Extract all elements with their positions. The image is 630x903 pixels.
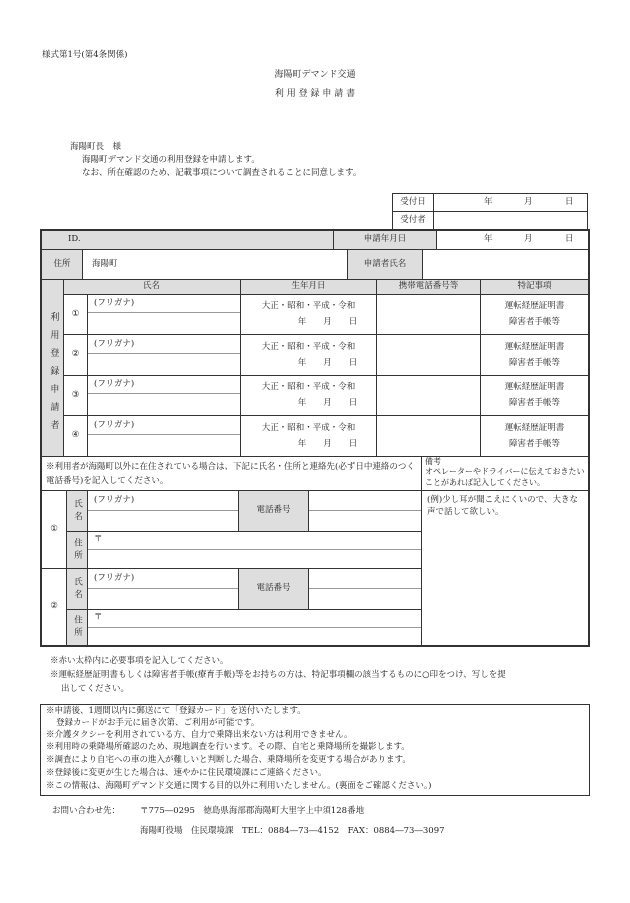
contact-address-label: 住所 (72, 537, 83, 563)
col-special-header: 特記事項 (517, 281, 552, 292)
birth-era: 大正・昭和・平成・令和 (261, 423, 356, 433)
contact-number: ① (50, 523, 58, 534)
form-number: 様式第1号(第4条関係) (42, 50, 128, 60)
contact-phone-label: 電話番号 (256, 583, 291, 594)
received-date-label: 受付日 (400, 196, 426, 207)
remarks-note: オペレーターやドライバーに伝えておきたいことがあれば記入してください。 (425, 467, 585, 487)
office-info: 海陽町役場 住民環境課 TEL：0884―73―4152 FAX：0884―73―3097 (140, 826, 445, 836)
contact-furigana: (フリガナ) (94, 495, 135, 505)
receiver-label: 受付者 (400, 214, 426, 225)
apply-year: 年 (484, 234, 493, 245)
apply-date-label: 申請年月日 (363, 234, 407, 245)
birth-era: 大正・昭和・平成・令和 (261, 301, 356, 311)
outside-resident-note: ※利用者が海陽町以外に在住されている場合は、下記に氏名・住所と連絡先(必ず日中連絡のつく電話番号)を記入してください。 (46, 462, 415, 486)
furigana-label: (フリガナ) (94, 298, 135, 308)
col-phone-header: 携帯電話番号等 (398, 281, 459, 292)
info-line: ※介護タクシーを利用されている方、自力で乗降出来ない方は利用できません。 (46, 730, 353, 740)
info-line: ※登録後に変更が生じた場合は、速やかに住民環境課にご連絡ください。 (46, 768, 327, 778)
special-disability: 障害者手帳等 (508, 398, 560, 408)
intro-line-1: 海陽町デマンド交通の利用登録を申請します。 (82, 155, 260, 165)
contact-address-label: 住所 (72, 615, 83, 640)
special-disability: 障害者手帳等 (508, 317, 560, 327)
special-license: 運転経歴証明書 (504, 423, 565, 433)
address-label: 住所 (53, 258, 71, 269)
contact-phone-label: 電話番号 (256, 505, 291, 516)
row-number: ② (71, 349, 80, 360)
special-disability: 障害者手帳等 (508, 358, 560, 368)
address-value: 海陽町 (92, 258, 118, 269)
furigana-label: (フリガナ) (94, 339, 135, 349)
postal-mark: 〒 (94, 612, 103, 622)
special-license: 運転経歴証明書 (504, 342, 565, 352)
apply-day: 日 (565, 234, 574, 245)
birth-era: 大正・昭和・平成・令和 (261, 382, 356, 392)
id-label: ID. (68, 234, 81, 245)
furigana-label: (フリガナ) (94, 379, 135, 389)
special-license: 運転経歴証明書 (504, 301, 565, 311)
office-address: 〒775―0295 徳島県海部郡海陽町大里字上中須128番地 (140, 806, 365, 816)
page-title: 利 用 登 録 申 請 書 (274, 89, 356, 99)
contact-label: お問い合わせ先： (52, 806, 121, 816)
birth-era: 大正・昭和・平成・令和 (261, 342, 356, 352)
contact-number: ② (50, 601, 58, 612)
addressee: 海陽町長 様 (70, 142, 122, 152)
contact-name-label: 氏名 (72, 498, 83, 524)
receipt-day: 日 (565, 197, 574, 207)
special-license: 運転経歴証明書 (504, 382, 565, 392)
contact-furigana: (フリガナ) (94, 573, 135, 583)
contact-name-label: 氏名 (72, 576, 83, 602)
remarks-label: 備考 (425, 457, 441, 466)
row-number: ④ (71, 430, 80, 441)
note-line: 出してください。 (61, 684, 130, 694)
birth-ymd: 年 月 日 (297, 317, 358, 327)
info-line: ※利用時の乗降場所確認のため、現地調査を行います。その際、自宅と乗降場所を撮影します。 (46, 742, 410, 752)
title-line-1: 海陽町デマンド交通 (274, 70, 356, 80)
receipt-year: 年 (484, 197, 493, 207)
row-number: ① (71, 308, 80, 319)
applicant-side-label: 利用登録申請者 (48, 312, 59, 438)
info-line: ※申請後、1週間以内に郵送にて「登録カード」を送付いたします。 (46, 706, 306, 716)
apply-month: 月 (524, 234, 533, 245)
info-line: ※この情報は、海陽町デマンド交通に関する目的以外に利用いたしません。(裏面をご確認ください。) (46, 781, 432, 791)
receipt-month: 月 (524, 197, 533, 207)
furigana-label: (フリガナ) (94, 420, 135, 430)
row-number: ③ (71, 389, 80, 400)
info-line: 登録カードがお手元に届き次第、ご利用が可能です。 (56, 718, 260, 728)
applicant-name-label: 申請者氏名 (363, 258, 407, 269)
birth-ymd: 年 月 日 (297, 439, 358, 449)
postal-mark: 〒 (94, 534, 103, 544)
special-disability: 障害者手帳等 (508, 439, 560, 449)
remarks-example: (例)少し耳が聞こえにくいので、大きな声で話して欲しい。 (427, 495, 578, 517)
col-name-header: 氏名 (142, 281, 160, 292)
info-line: ※調査により自宅への車の進入が難しいと判断した場合、乗降場所を変更する場合があります。 (46, 755, 411, 765)
birth-ymd: 年 月 日 (297, 358, 358, 368)
intro-line-2: なお、所在確認のため、記載事項について調査されることに同意します。 (82, 168, 362, 178)
note-line: ※運転経歴証明書もしくは障害者手帳(療育手帳)等をお持ちの方は、特記事項欄の該当するものに○印をつけ、写しを提 (50, 670, 506, 680)
col-birth-header: 生年月日 (291, 281, 326, 292)
birth-ymd: 年 月 日 (297, 398, 358, 408)
note-line: ※赤い太枠内に必要事項を記入してください。 (50, 656, 229, 666)
